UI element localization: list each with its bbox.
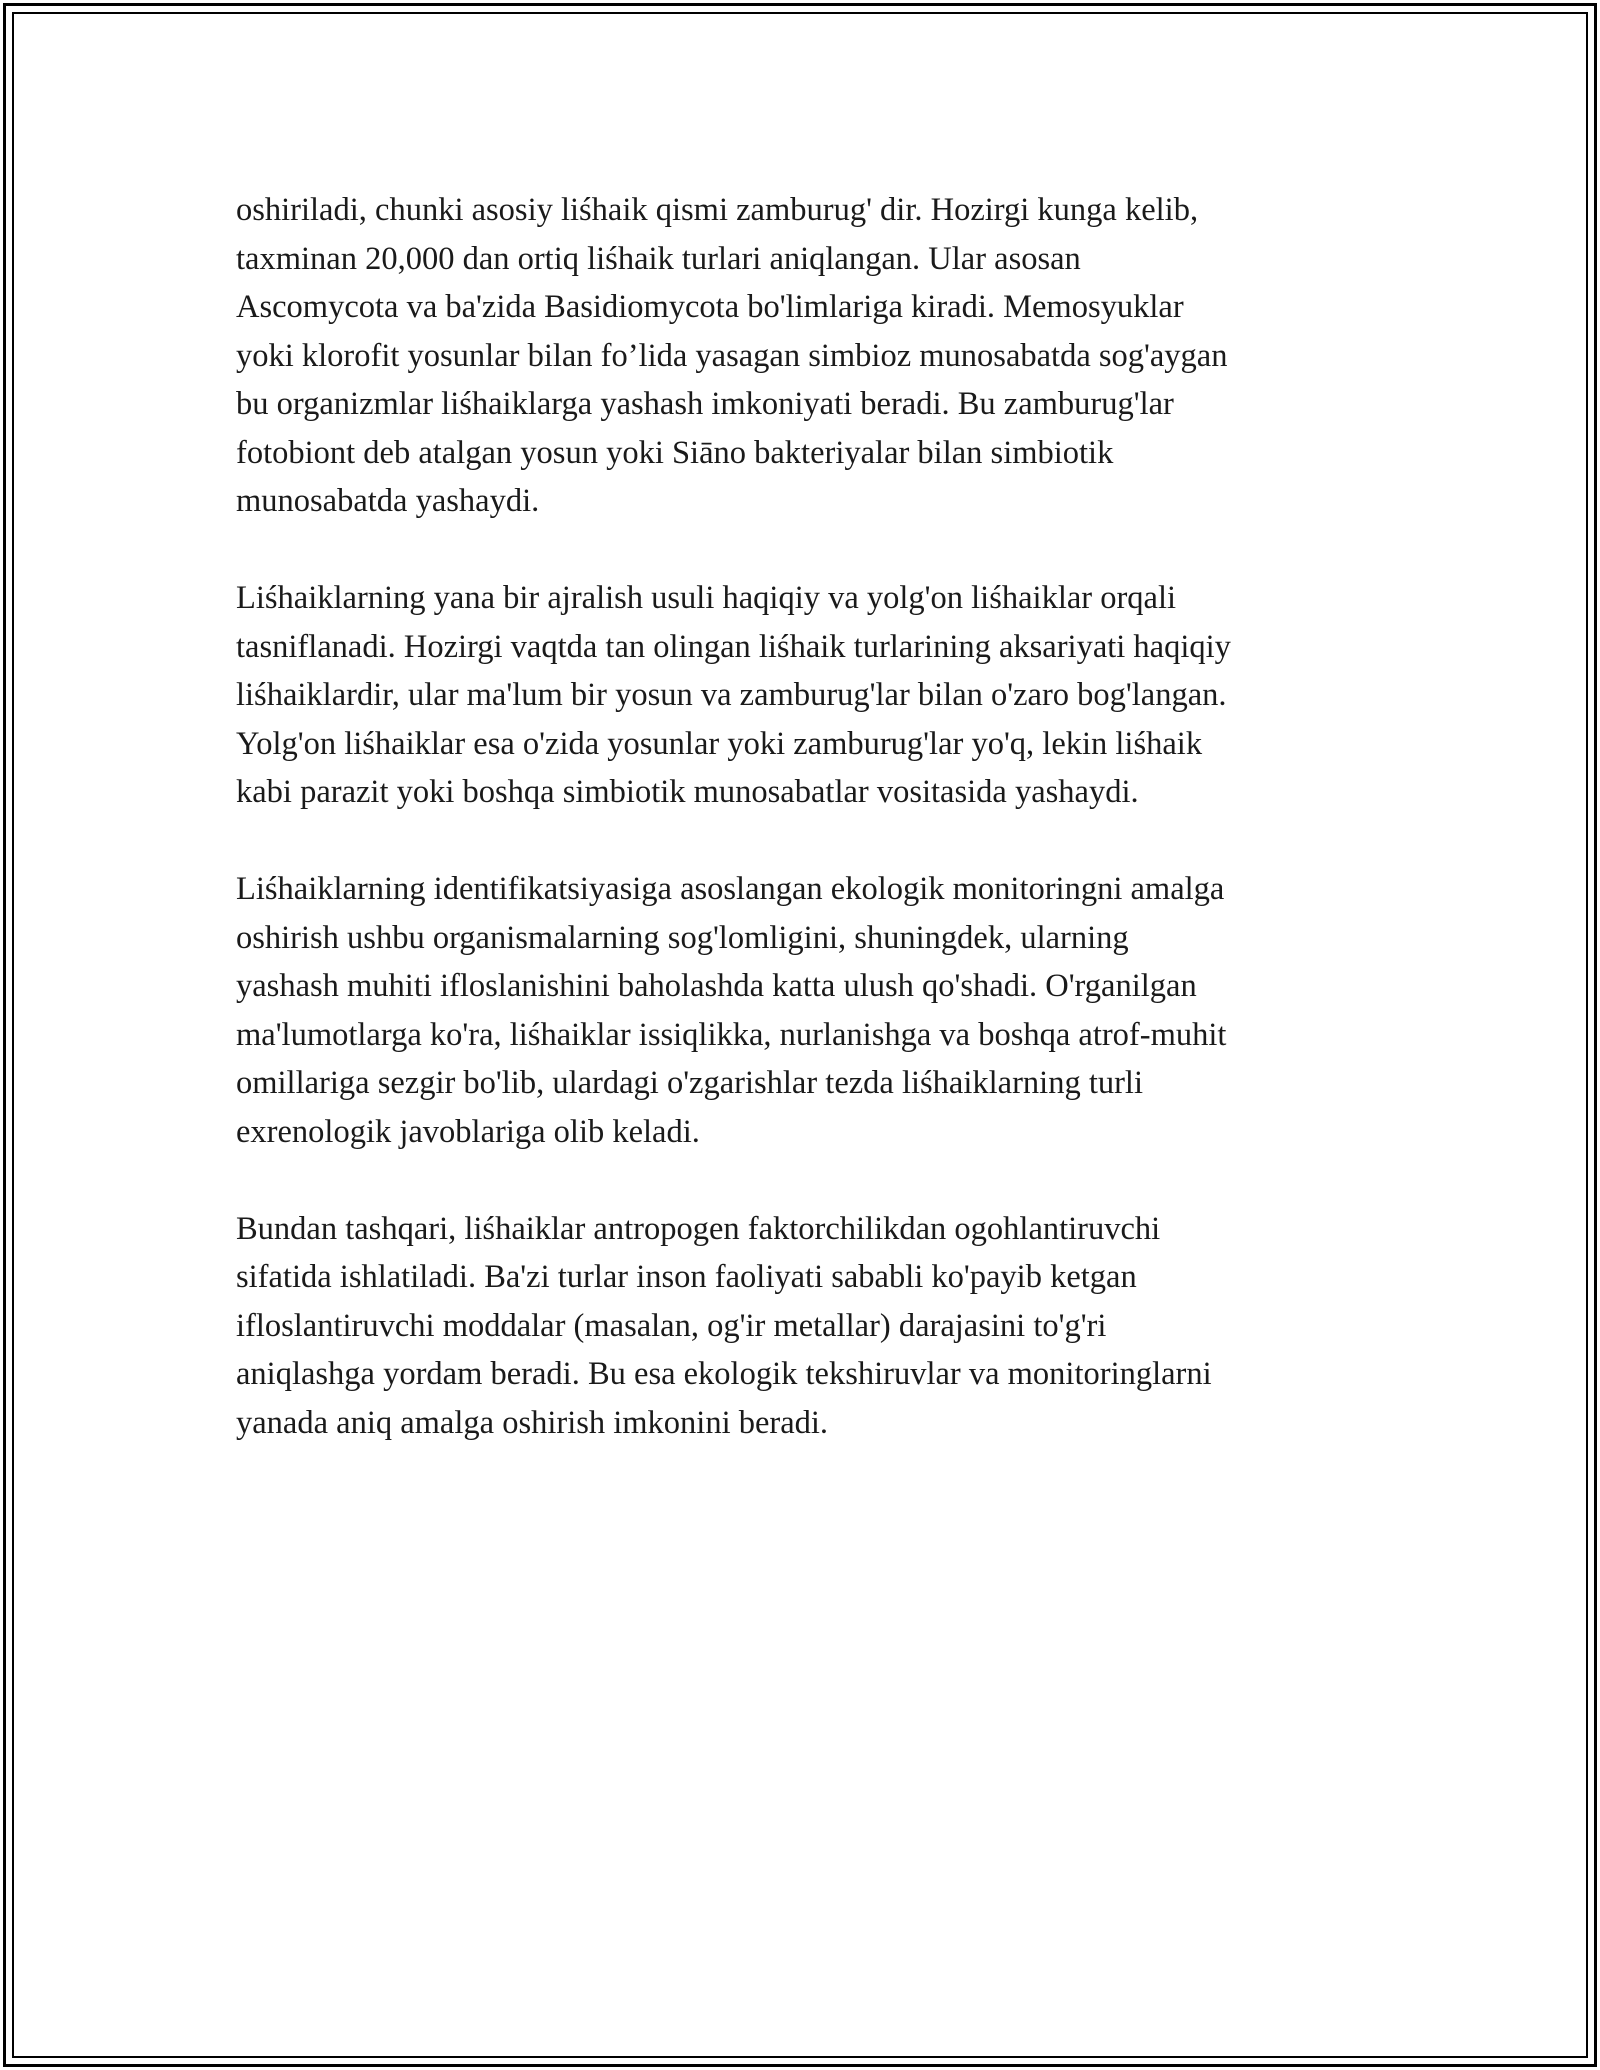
paragraph-1: oshiriladi, chunki asosiy liśhaik qismi zamburug' dir. Hozirgi kunga kelib, taxminan 20,000 dan ortiq liśhaik turlari aniqlangan. Ular asosan Ascomycota va ba'zida Basidiomycota bo'limlariga kiradi. Memosyuklar yoki klorofit yosunlar bilan fo’lida yasagan simbioz munosabatda sog'aygan bu organizmlar liśhaiklarga yashash imkoniyati beradi. Bu zamburug'lar fotobiont deb atalgan yosun yoki Siāno bakteriyalar bilan simbiotik munosabatda yashaydi. — [236, 192, 1228, 519]
paragraph-2: Liśhaiklarning yana bir ajralish usuli haqiqiy va yolg'on liśhaiklar orqali tasniflanadi. Hozirgi vaqtda tan olingan liśhaik turlarining aksariyati haqiqiy liśhaiklardir, ular ma'lum bir yosun va zamburug'lar bilan o'zaro bog'langan. Yolg'on liśhaiklar esa o'zida yosunlar yoki zamburug'lar yo'q, lekin liśhaik kabi parazit yoki boshqa simbiotik munosabatlar vositasida yashaydi. — [236, 580, 1231, 810]
paragraph-4: Bundan tashqari, liśhaiklar antropogen faktorchilikdan ogohlantiruvchi sifatida ishlatiladi. Ba'zi turlar inson faoliyati sababli ko'payib ketgan ifloslantiruvchi moddalar (masalan, og'ir metallar) darajasini to'g'ri aniqlashga yordam beradi. Bu esa ekologik tekshiruvlar va monitoringlarni yanada aniq amalga oshirish imkonini beradi. — [236, 1210, 1212, 1441]
paragraph-3: Liśhaiklarning identifikatsiyasiga asoslangan ekologik monitoringni amalga oshirish ushbu organismalarning sog'lomligini, shuningdek, ularning yashash muhiti ifloslanishini baholashda katta ulush qo'shadi. O'rganilgan ma'lumotlarga ko'ra, liśhaiklar issiqlikka, nurlanishga va boshqa atrof-muhit omillariga sezgir bo'lib, ulardagi o'zgarishlar tezda liśhaiklarning turli exrenologik javoblariga olib keladi. — [236, 871, 1227, 1150]
document-body — [236, 186, 1366, 1496]
